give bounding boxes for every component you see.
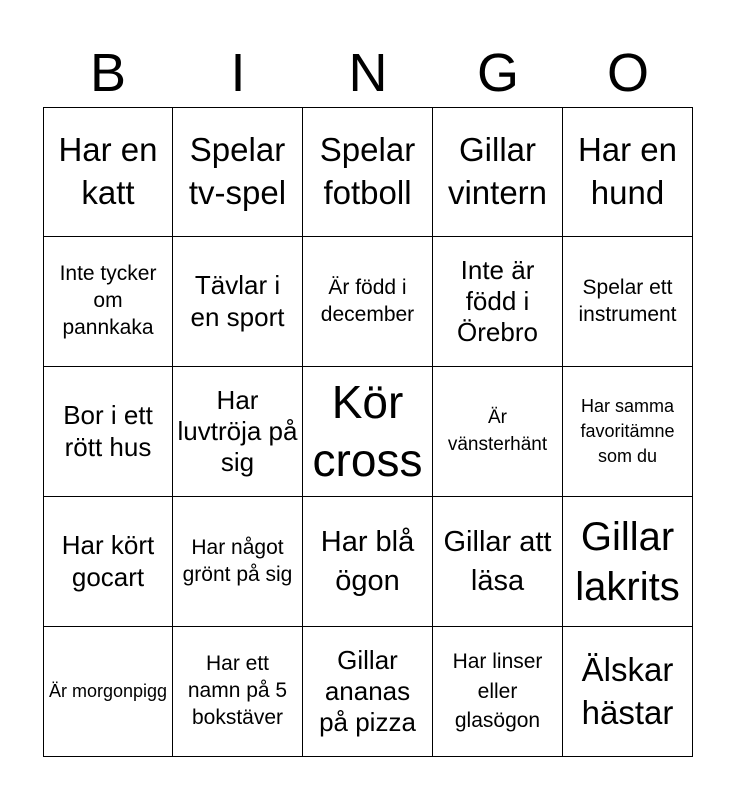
cell-text: Tävlar i en sport <box>190 270 285 332</box>
cell-text: Spelar fotboll <box>319 131 416 211</box>
cell-text: Spelar ett instrument <box>578 275 677 326</box>
header-letter-b: B <box>89 43 127 103</box>
bingo-cell[interactable] <box>43 107 173 237</box>
cell-text: Inte är född i Örebro <box>457 254 538 348</box>
bingo-cell[interactable] <box>563 237 693 367</box>
cell-text: Bor i ett rött hus <box>63 400 153 462</box>
cell-text: Älskar hästar <box>581 650 674 731</box>
header-letter-n: N <box>348 43 388 103</box>
cell-text: Har en hund <box>577 131 678 211</box>
bingo-cell[interactable] <box>303 237 433 367</box>
bingo-cell[interactable] <box>433 107 563 237</box>
cell-text: Spelar tv-spel <box>188 131 287 211</box>
bingo-cell[interactable] <box>303 627 433 757</box>
cell-text: Gillar vintern <box>447 131 548 211</box>
cell-text: Är född i december <box>320 275 415 326</box>
cell-text: Inte tycker om pannkaka <box>59 262 157 339</box>
cell-text: Har samma favoritämne som du <box>580 395 675 467</box>
bingo-grid <box>43 107 693 757</box>
bingo-cell[interactable] <box>303 367 433 497</box>
bingo-cell[interactable] <box>173 237 303 367</box>
cell-text: Har ett namn på 5 bokstäver <box>187 652 288 729</box>
cell-text: Har kört gocart <box>61 530 155 592</box>
bingo-cell[interactable] <box>303 107 433 237</box>
header-letter-i: I <box>230 43 246 103</box>
bingo-cell[interactable] <box>433 367 563 497</box>
bingo-cell[interactable] <box>433 497 563 627</box>
bingo-header <box>43 38 693 108</box>
cell-text: Har något grönt på sig <box>182 535 293 586</box>
bingo-cell[interactable] <box>563 497 693 627</box>
bingo-cell[interactable] <box>173 627 303 757</box>
cell-text: Har blå ögon <box>320 525 415 597</box>
bingo-cell[interactable] <box>173 497 303 627</box>
bingo-cell[interactable] <box>433 237 563 367</box>
bingo-cell[interactable] <box>303 497 433 627</box>
header-letter-g: G <box>476 43 519 103</box>
bingo-cell[interactable] <box>43 367 173 497</box>
cell-text: Kör cross <box>312 376 423 486</box>
bingo-cell[interactable] <box>563 627 693 757</box>
cell-text: Gillar lakrits <box>575 514 680 609</box>
bingo-cell[interactable] <box>433 627 563 757</box>
header-letter-o: O <box>606 43 649 103</box>
cell-text: Har linser eller glasögon <box>452 650 543 733</box>
cell-text: Gillar att läsa <box>443 525 552 597</box>
cell-text: Har luvtröja på sig <box>177 384 298 478</box>
bingo-cell[interactable] <box>43 237 173 367</box>
bingo-cell[interactable] <box>173 367 303 497</box>
bingo-cell[interactable] <box>43 627 173 757</box>
bingo-cell[interactable] <box>173 107 303 237</box>
cell-text: Är vänsterhänt <box>447 406 548 455</box>
bingo-cell[interactable] <box>43 497 173 627</box>
bingo-cell[interactable] <box>563 107 693 237</box>
bingo-cell[interactable] <box>563 367 693 497</box>
cell-text: Är morgonpigg <box>48 680 168 701</box>
cell-text: Har en katt <box>58 131 158 211</box>
cell-text: Gillar ananas på pizza <box>319 644 416 738</box>
